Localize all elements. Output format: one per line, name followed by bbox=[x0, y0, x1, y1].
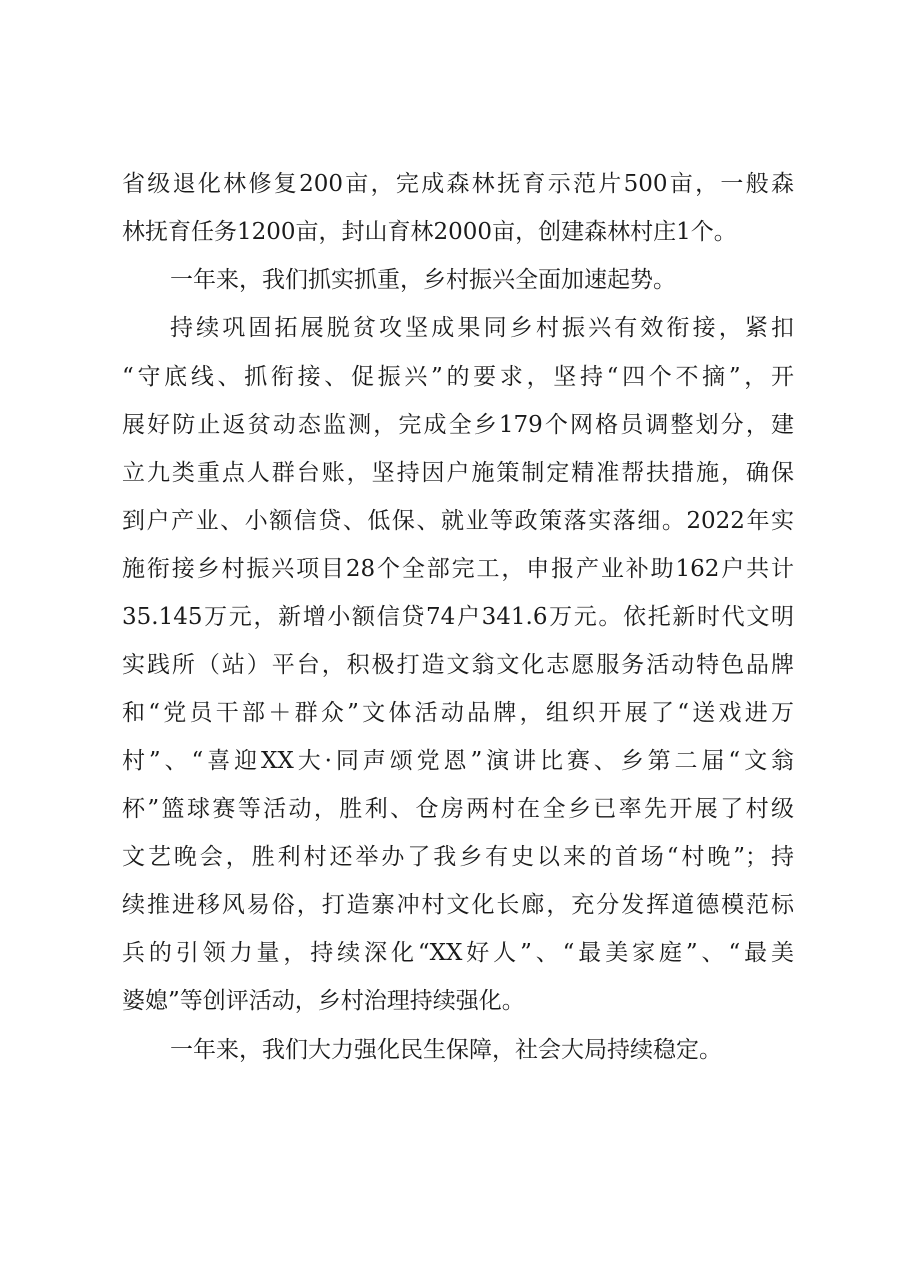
text-line-10: 35.145万元，新增小额信贷74户341.6万元。依托新时代文明 bbox=[122, 604, 794, 630]
text-line-1: 省级退化林修复200亩，完成森林抚育示范片500亩，一般森 bbox=[122, 171, 794, 197]
text-line-11: 实践所（站）平台，积极打造文翁文化志愿服务活动特色品牌 bbox=[122, 652, 794, 678]
text-line-14: 杯”篮球赛等活动，胜利、仓房两村在全乡已率先开展了村级 bbox=[122, 796, 794, 822]
text-line-12: 和“党员干部＋群众”文体活动品牌，组织开展了“送戏进万 bbox=[122, 700, 794, 726]
text-line-8: 到户产业、小额信贷、低保、就业等政策落实落细。2022年实 bbox=[122, 508, 794, 534]
text-line-16: 续推进移风易俗，打造寨冲村文化长廊，充分发挥道德模范标 bbox=[122, 892, 794, 918]
text-line-9: 施衔接乡村振兴项目28个全部完工，申报产业补助162户共计 bbox=[122, 556, 794, 582]
text-line-18: 婆媳”等创评活动，乡村治理持续强化。 bbox=[122, 988, 525, 1014]
text-line-13: 村”、“喜迎XX大·同声颂党恩”演讲比赛、乡第二届“文翁 bbox=[122, 748, 794, 774]
text-line-4: 持续巩固拓展脱贫攻坚成果同乡村振兴有效衔接，紧扣 bbox=[170, 315, 794, 341]
text-line-5: “守底线、抓衔接、促振兴”的要求，坚持“四个不摘”，开 bbox=[122, 364, 794, 390]
paragraph-heading-1: 一年来，我们抓实抓重，乡村振兴全面加速起势。 bbox=[170, 267, 676, 293]
text-line-6: 展好防止返贫动态监测，完成全乡179个网格员调整划分，建 bbox=[122, 412, 794, 438]
text-line-15: 文艺晚会，胜利村还举办了我乡有史以来的首场“村晚”；持 bbox=[122, 844, 794, 870]
text-line-17: 兵的引领力量，持续深化“XX好人”、“最美家庭”、“最美 bbox=[122, 940, 794, 966]
text-line-2: 林抚育任务1200亩，封山育林2000亩，创建森林村庄1个。 bbox=[122, 219, 737, 245]
paragraph-heading-2: 一年来，我们大力强化民生保障，社会大局持续稳定。 bbox=[170, 1037, 722, 1063]
text-line-7: 立九类重点人群台账，坚持因户施策制定精准帮扶措施，确保 bbox=[122, 460, 794, 486]
